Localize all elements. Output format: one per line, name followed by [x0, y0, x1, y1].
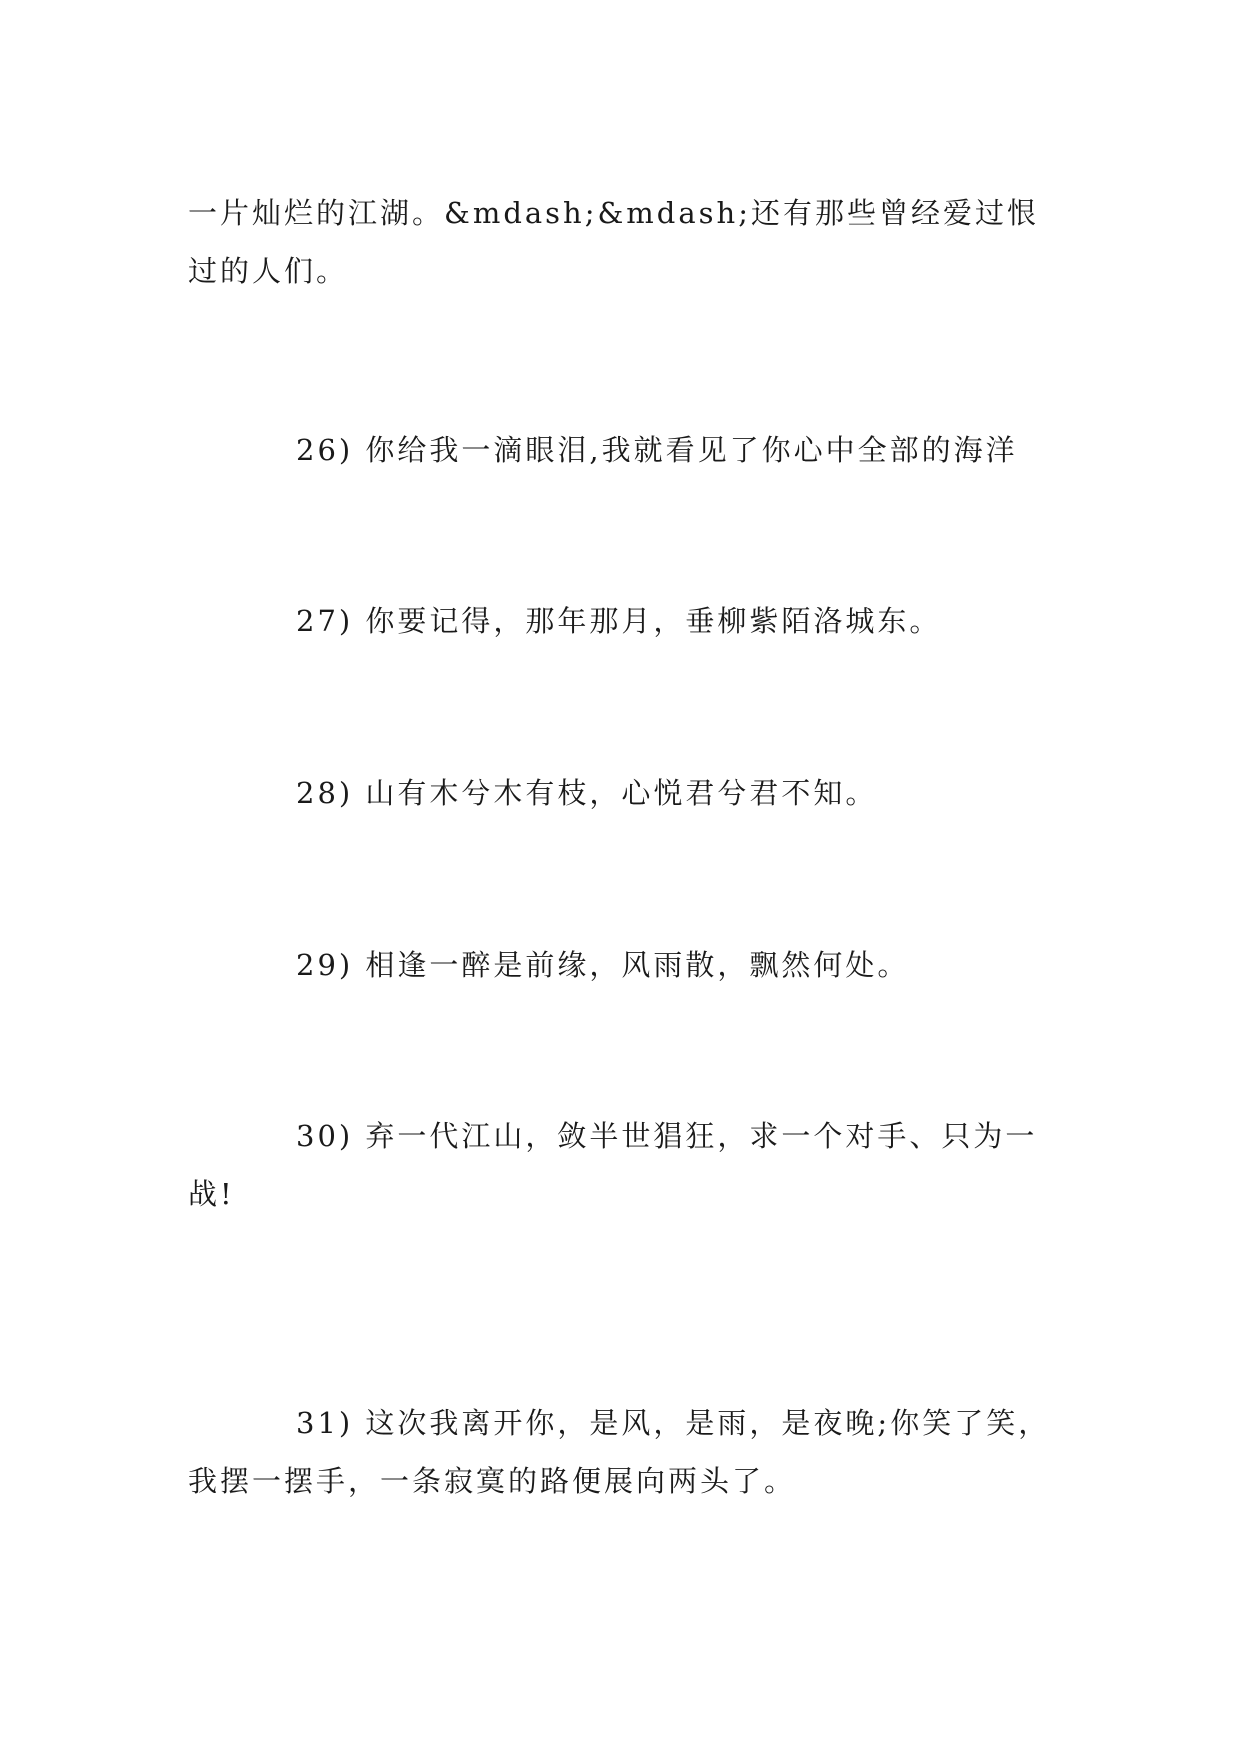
paragraph-item-28: 28) 山有木兮木有枝，心悦君兮君不知。: [296, 776, 878, 810]
paragraph-item-27: 27) 你要记得，那年那月，垂柳紫陌洛城东。: [296, 604, 942, 638]
paragraph-item-29: 29) 相逢一醉是前缘，风雨散，飘然何处。: [296, 948, 910, 982]
paragraph-item-31: 31) 这次我离开你，是风，是雨，是夜晚;你笑了笑，我摆一摆手，一条寂寞的路便展向两头了。: [188, 1406, 1051, 1498]
paragraph-item-30: 30) 弃一代江山，敛半世猖狂，求一个对手、只为一战!: [188, 1119, 1038, 1211]
paragraph-item-26: 26) 你给我一滴眼泪,我就看见了你心中全部的海洋: [296, 433, 1018, 467]
paragraph-continuation: 一片灿烂的江湖。&mdash;&mdash;还有那些曾经爱过恨过的人们。: [188, 196, 1039, 288]
